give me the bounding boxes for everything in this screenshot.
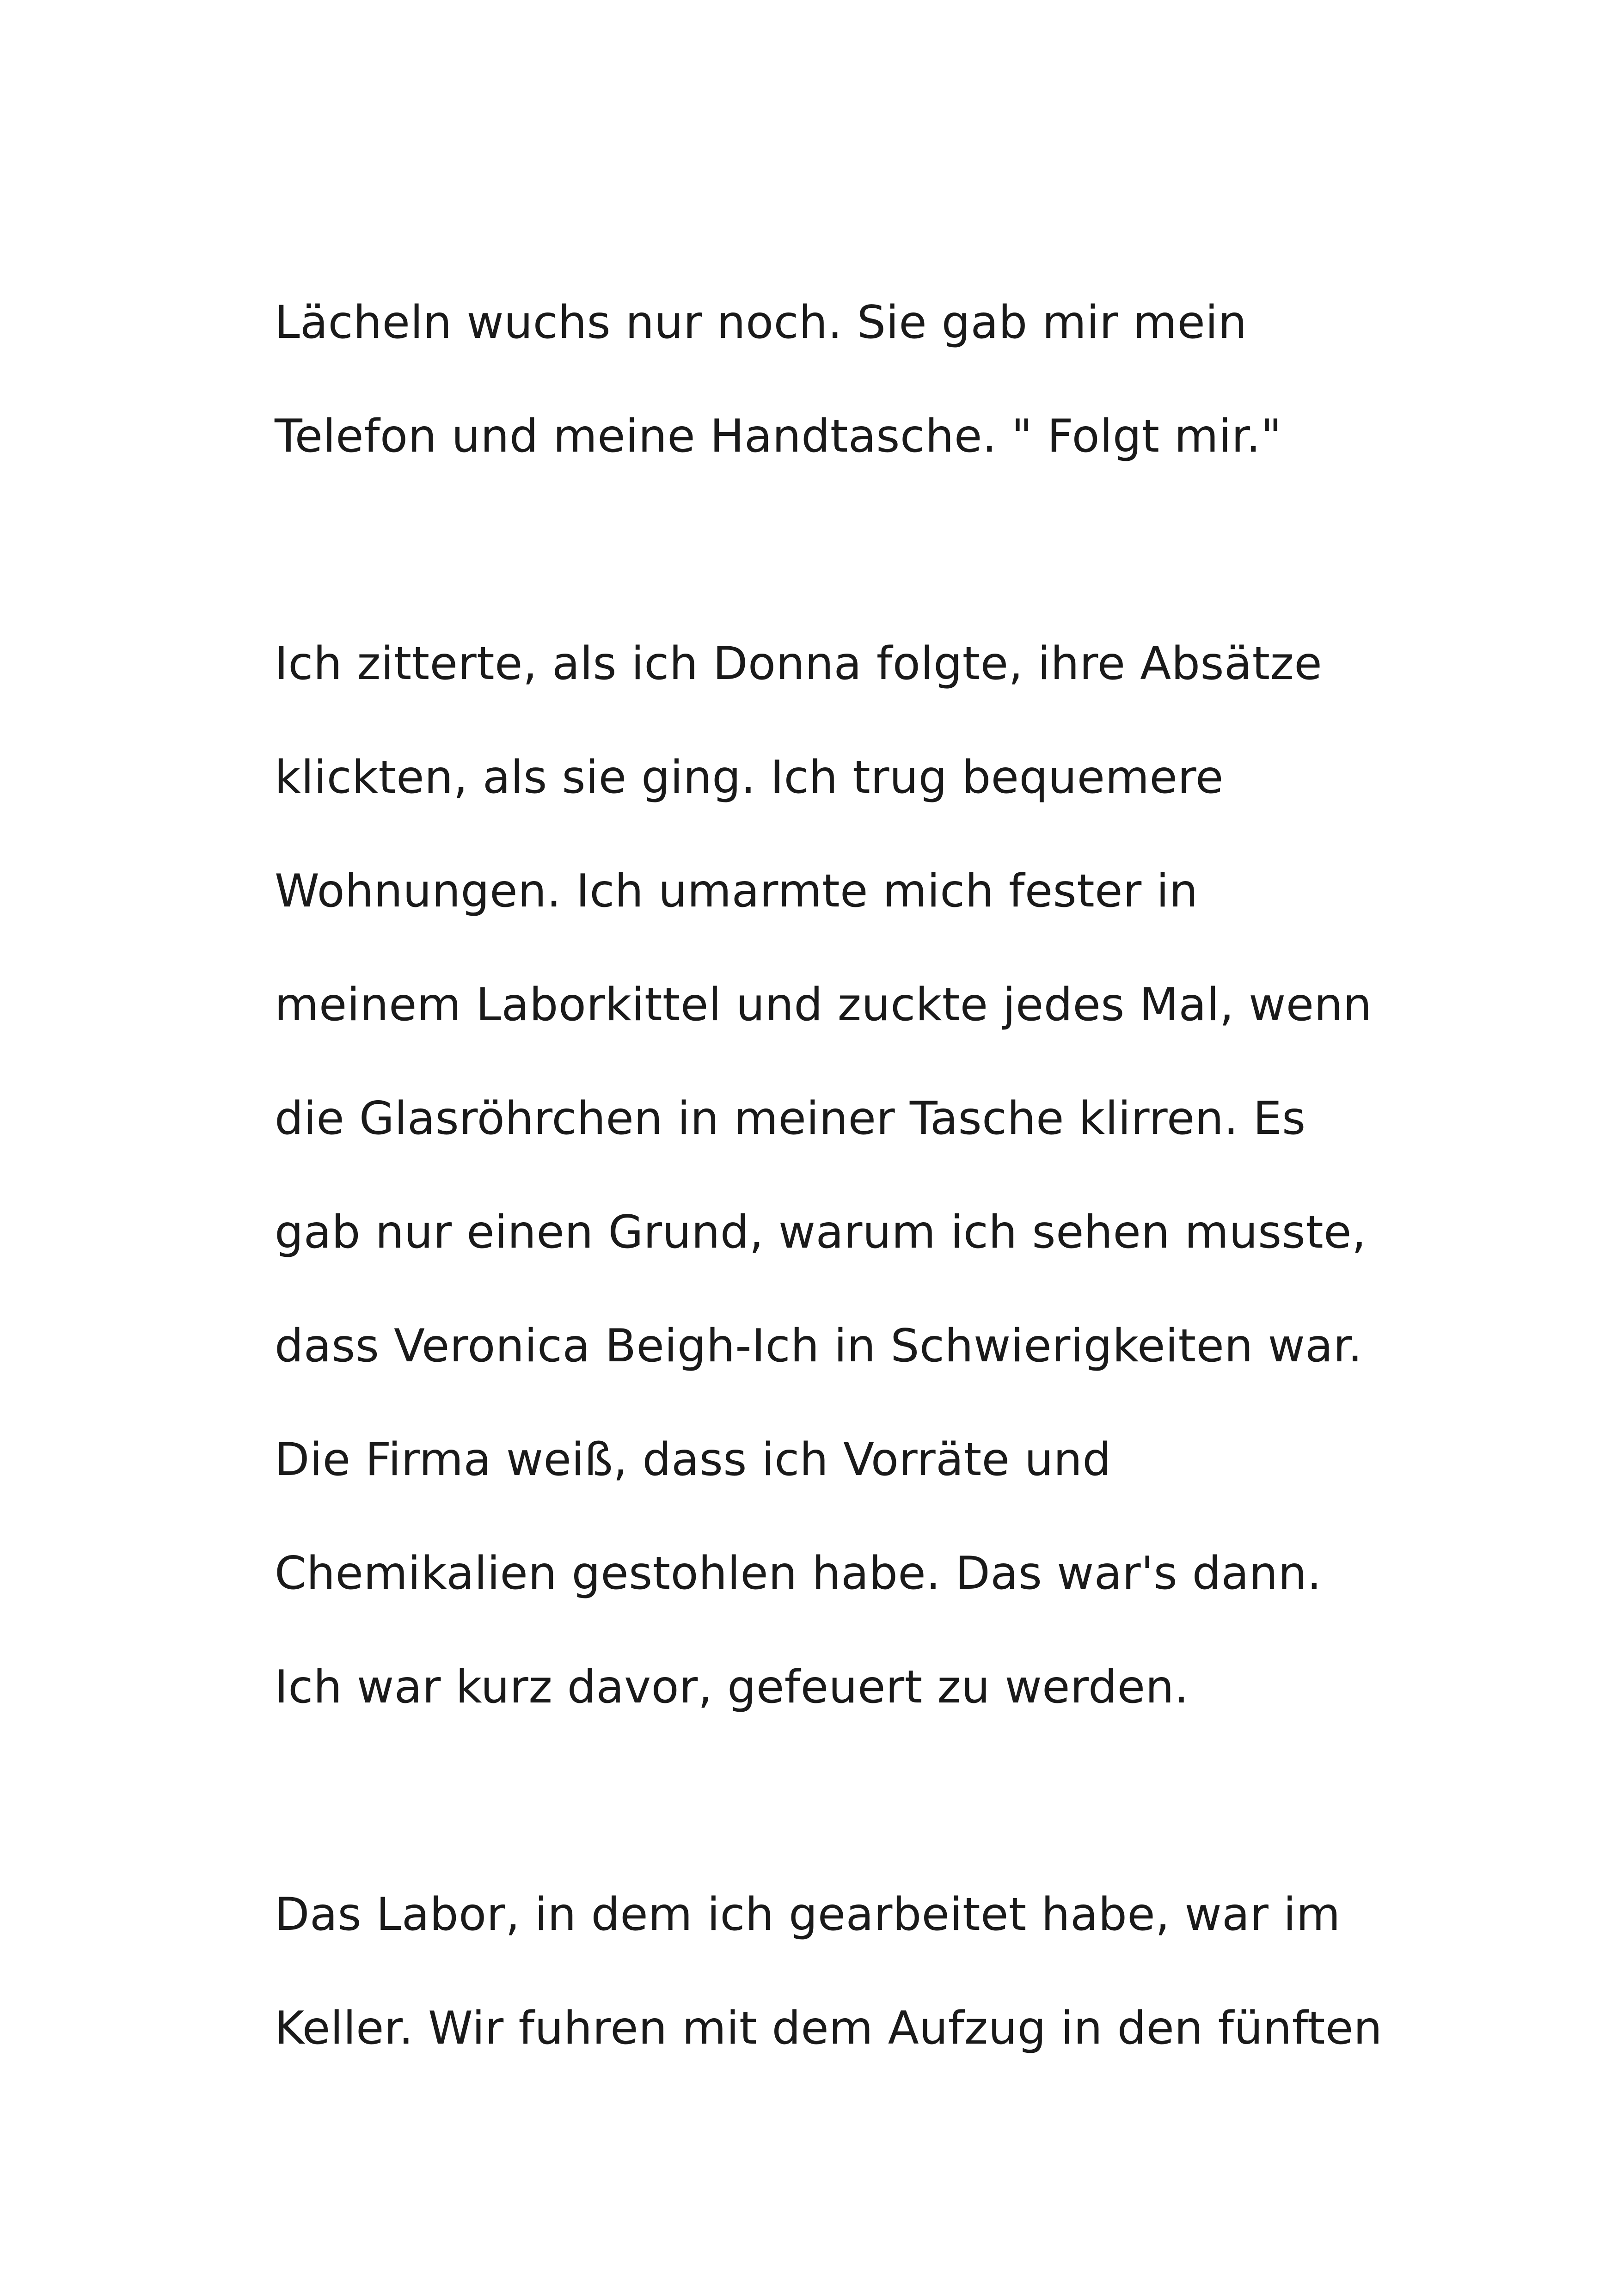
paragraph-gap xyxy=(275,493,1384,607)
paragraph-3 xyxy=(275,1858,1384,2085)
text-line: dass Veronica Beigh-Ich in Schwierigkeiten war. xyxy=(275,1320,1363,1372)
text-line: gab nur einen Grund, warum ich sehen musste, xyxy=(275,1206,1367,1259)
text-line: klickten, als sie ging. Ich trug bequemere xyxy=(275,751,1224,804)
text-line: Telefon und meine Handtasche. " Folgt mir." xyxy=(275,410,1282,463)
text-body xyxy=(275,266,1384,2085)
paragraph-2 xyxy=(275,607,1384,1744)
text-line: Das Labor, in dem ich gearbeitet habe, war im xyxy=(275,1888,1341,1941)
text-line: Ich zitterte, als ich Donna folgte, ihre Absätze xyxy=(275,637,1323,690)
text-line: die Glasröhrchen in meiner Tasche klirren. Es xyxy=(275,1092,1306,1145)
text-line: Wohnungen. Ich umarmte mich fester in xyxy=(275,865,1198,918)
paragraph-1 xyxy=(275,266,1384,493)
paragraph-gap xyxy=(275,1744,1384,1858)
text-line: meinem Laborkittel und zuckte jedes Mal, wenn xyxy=(275,979,1372,1031)
text-line: Lächeln wuchs nur noch. Sie gab mir mein xyxy=(275,296,1247,349)
text-line: Chemikalien gestohlen habe. Das war's dann. xyxy=(275,1547,1322,1600)
text-line: Die Firma weiß, dass ich Vorräte und xyxy=(275,1433,1112,1486)
text-line: Keller. Wir fuhren mit dem Aufzug in den fünften xyxy=(275,2002,1383,2055)
text-line: Ich war kurz davor, gefeuert zu werden. xyxy=(275,1661,1189,1714)
